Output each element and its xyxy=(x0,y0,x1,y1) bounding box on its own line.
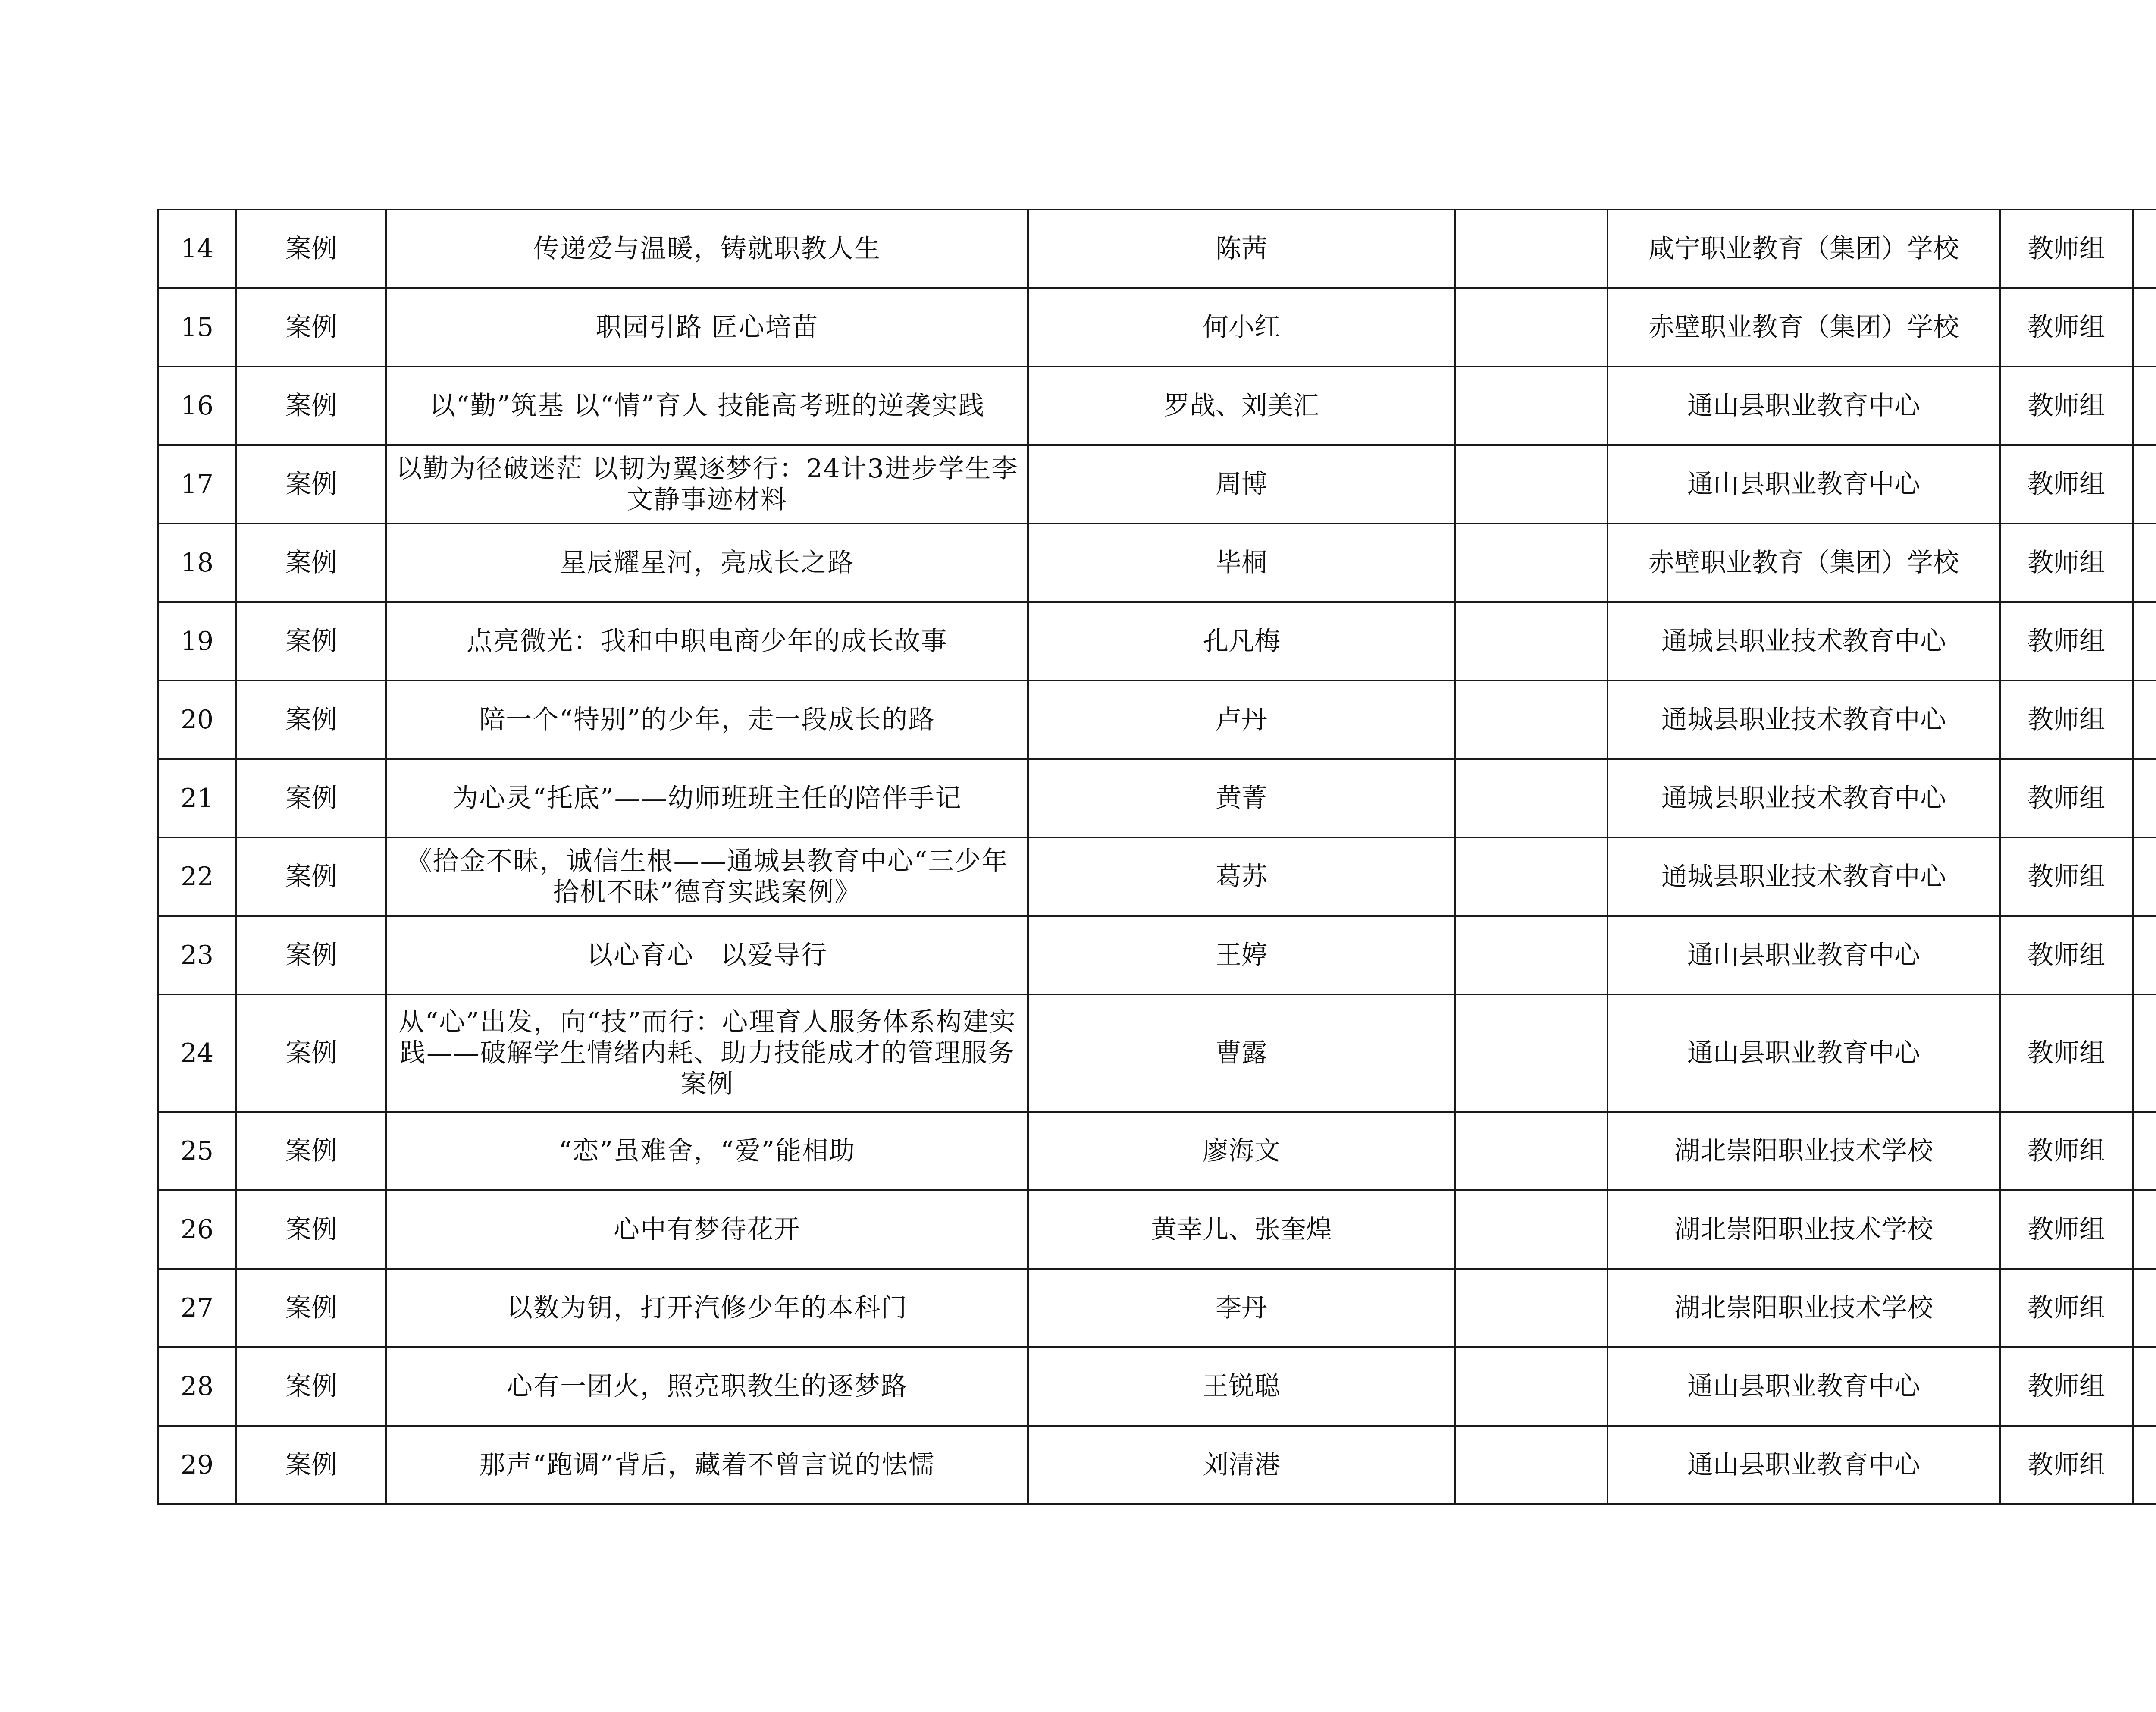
cell-unit: 湖北崇阳职业技术学校 xyxy=(1608,1112,2000,1190)
cell-unit: 咸宁职业教育（集团）学校 xyxy=(1608,210,2000,288)
cell-group: 教师组 xyxy=(2000,1426,2133,1504)
cell-number: 16 xyxy=(158,367,236,445)
cell-unit: 通城县职业技术教育中心 xyxy=(1608,759,2000,837)
cell-unit: 通山县职业教育中心 xyxy=(1608,1426,2000,1504)
cell-award xyxy=(2133,680,2156,759)
cell-type: 案例 xyxy=(236,1347,386,1426)
cell-authors: 卢丹 xyxy=(1028,680,1455,759)
cell-award xyxy=(2133,1112,2156,1190)
cell-number: 25 xyxy=(158,1112,236,1190)
cell-award xyxy=(2133,1347,2156,1426)
cell-blank xyxy=(1455,524,1608,602)
cell-type: 案例 xyxy=(236,916,386,994)
table-row xyxy=(158,680,2156,759)
cell-group: 教师组 xyxy=(2000,1269,2133,1347)
cell-award xyxy=(2133,759,2156,837)
cell-blank xyxy=(1455,602,1608,680)
cell-type: 案例 xyxy=(236,210,386,288)
table-row xyxy=(158,524,2156,602)
table-row xyxy=(158,445,2156,524)
table-row xyxy=(158,1269,2156,1347)
cell-group: 教师组 xyxy=(2000,1190,2133,1269)
cell-authors: 李丹 xyxy=(1028,1269,1455,1347)
cell-unit: 通城县职业技术教育中心 xyxy=(1608,680,2000,759)
cell-type: 案例 xyxy=(236,680,386,759)
cell-title: 职园引路 匠心培苗 xyxy=(386,288,1028,367)
cell-award xyxy=(2133,288,2156,367)
cell-type: 案例 xyxy=(236,524,386,602)
cell-award xyxy=(2133,1426,2156,1504)
cell-title: 点亮微光：我和中职电商少年的成长故事 xyxy=(386,602,1028,680)
cell-unit: 通城县职业技术教育中心 xyxy=(1608,602,2000,680)
cell-number: 26 xyxy=(158,1190,236,1269)
cell-blank xyxy=(1455,1426,1608,1504)
cell-type: 案例 xyxy=(236,288,386,367)
cell-blank xyxy=(1455,759,1608,837)
table-row xyxy=(158,994,2156,1112)
cell-type: 案例 xyxy=(236,759,386,837)
table-row xyxy=(158,288,2156,367)
table-row xyxy=(158,1190,2156,1269)
cell-number: 14 xyxy=(158,210,236,288)
cell-unit: 湖北崇阳职业技术学校 xyxy=(1608,1269,2000,1347)
cell-unit: 通城县职业技术教育中心 xyxy=(1608,837,2000,916)
table-row xyxy=(158,916,2156,994)
cell-type: 案例 xyxy=(236,837,386,916)
cell-number: 20 xyxy=(158,680,236,759)
cell-group: 教师组 xyxy=(2000,837,2133,916)
cell-title: 那声“跑调”背后，藏着不曾言说的怯懦 xyxy=(386,1426,1028,1504)
table-row xyxy=(158,602,2156,680)
cell-group: 教师组 xyxy=(2000,759,2133,837)
cell-award xyxy=(2133,1190,2156,1269)
cell-group: 教师组 xyxy=(2000,210,2133,288)
award-table-body xyxy=(158,210,2156,1504)
cell-authors: 黄菁 xyxy=(1028,759,1455,837)
cell-title: 以勤为径破迷茫 以韧为翼逐梦行：24计3进步学生李文静事迹材料 xyxy=(386,445,1028,524)
table-row xyxy=(158,1426,2156,1504)
cell-title: “恋”虽难舍，“爱”能相助 xyxy=(386,1112,1028,1190)
cell-number: 18 xyxy=(158,524,236,602)
cell-number: 29 xyxy=(158,1426,236,1504)
cell-authors: 曹露 xyxy=(1028,994,1455,1112)
cell-authors: 何小红 xyxy=(1028,288,1455,367)
cell-title: 陪一个“特别”的少年，走一段成长的路 xyxy=(386,680,1028,759)
cell-type: 案例 xyxy=(236,367,386,445)
cell-blank xyxy=(1455,916,1608,994)
cell-authors: 毕桐 xyxy=(1028,524,1455,602)
cell-unit: 赤壁职业教育（集团）学校 xyxy=(1608,288,2000,367)
cell-award xyxy=(2133,445,2156,524)
cell-number: 15 xyxy=(158,288,236,367)
award-table xyxy=(157,209,2156,1505)
cell-group: 教师组 xyxy=(2000,680,2133,759)
cell-award xyxy=(2133,916,2156,994)
cell-title: 传递爱与温暖，铸就职教人生 xyxy=(386,210,1028,288)
cell-unit: 通山县职业教育中心 xyxy=(1608,367,2000,445)
cell-authors: 廖海文 xyxy=(1028,1112,1455,1190)
cell-title: 以数为钥，打开汽修少年的本科门 xyxy=(386,1269,1028,1347)
cell-type: 案例 xyxy=(236,445,386,524)
cell-blank xyxy=(1455,1190,1608,1269)
cell-authors: 黄幸儿、张奎煌 xyxy=(1028,1190,1455,1269)
cell-blank xyxy=(1455,1112,1608,1190)
cell-unit: 通山县职业教育中心 xyxy=(1608,916,2000,994)
cell-group: 教师组 xyxy=(2000,602,2133,680)
cell-blank xyxy=(1455,445,1608,524)
cell-type: 案例 xyxy=(236,994,386,1112)
cell-group: 教师组 xyxy=(2000,916,2133,994)
cell-number: 17 xyxy=(158,445,236,524)
table-row xyxy=(158,837,2156,916)
cell-blank xyxy=(1455,288,1608,367)
cell-title: 以心育心 以爱导行 xyxy=(386,916,1028,994)
cell-number: 28 xyxy=(158,1347,236,1426)
cell-blank xyxy=(1455,680,1608,759)
cell-award xyxy=(2133,602,2156,680)
cell-authors: 葛苏 xyxy=(1028,837,1455,916)
cell-title: 为心灵“托底”——幼师班班主任的陪伴手记 xyxy=(386,759,1028,837)
cell-group: 教师组 xyxy=(2000,288,2133,367)
cell-type: 案例 xyxy=(236,1112,386,1190)
cell-group: 教师组 xyxy=(2000,445,2133,524)
table-row xyxy=(158,1112,2156,1190)
cell-award xyxy=(2133,1269,2156,1347)
cell-number: 19 xyxy=(158,602,236,680)
cell-title: 心中有梦待花开 xyxy=(386,1190,1028,1269)
table-row xyxy=(158,210,2156,288)
cell-type: 案例 xyxy=(236,1426,386,1504)
cell-unit: 通山县职业教育中心 xyxy=(1608,994,2000,1112)
cell-blank xyxy=(1455,367,1608,445)
cell-type: 案例 xyxy=(236,1190,386,1269)
cell-number: 24 xyxy=(158,994,236,1112)
cell-title: 从“心”出发，向“技”而行：心理育人服务体系构建实践——破解学生情绪内耗、助力技能成才的管理服务案例 xyxy=(386,994,1028,1112)
cell-authors: 王婷 xyxy=(1028,916,1455,994)
cell-award xyxy=(2133,837,2156,916)
cell-unit: 湖北崇阳职业技术学校 xyxy=(1608,1190,2000,1269)
cell-group: 教师组 xyxy=(2000,367,2133,445)
cell-unit: 通山县职业教育中心 xyxy=(1608,1347,2000,1426)
cell-group: 教师组 xyxy=(2000,1112,2133,1190)
cell-number: 22 xyxy=(158,837,236,916)
cell-title: 星辰耀星河，亮成长之路 xyxy=(386,524,1028,602)
cell-group: 教师组 xyxy=(2000,524,2133,602)
cell-authors: 刘清港 xyxy=(1028,1426,1455,1504)
cell-number: 23 xyxy=(158,916,236,994)
cell-authors: 陈茜 xyxy=(1028,210,1455,288)
cell-unit: 赤壁职业教育（集团）学校 xyxy=(1608,524,2000,602)
cell-award xyxy=(2133,210,2156,288)
cell-authors: 周博 xyxy=(1028,445,1455,524)
cell-title: 《拾金不昧，诚信生根——通城县教育中心“三少年拾机不昧”德育实践案例》 xyxy=(386,837,1028,916)
cell-blank xyxy=(1455,994,1608,1112)
cell-award xyxy=(2133,367,2156,445)
cell-number: 27 xyxy=(158,1269,236,1347)
cell-blank xyxy=(1455,1269,1608,1347)
cell-award xyxy=(2133,994,2156,1112)
cell-number: 21 xyxy=(158,759,236,837)
cell-authors: 王锐聪 xyxy=(1028,1347,1455,1426)
cell-blank xyxy=(1455,210,1608,288)
cell-type: 案例 xyxy=(236,1269,386,1347)
cell-authors: 罗战、刘美汇 xyxy=(1028,367,1455,445)
cell-blank xyxy=(1455,837,1608,916)
table-row xyxy=(158,759,2156,837)
cell-title: 心有一团火，照亮职教生的逐梦路 xyxy=(386,1347,1028,1426)
table-row xyxy=(158,367,2156,445)
cell-blank xyxy=(1455,1347,1608,1426)
cell-group: 教师组 xyxy=(2000,1347,2133,1426)
cell-authors: 孔凡梅 xyxy=(1028,602,1455,680)
cell-group: 教师组 xyxy=(2000,994,2133,1112)
cell-award xyxy=(2133,524,2156,602)
cell-type: 案例 xyxy=(236,602,386,680)
cell-title: 以“勤”筑基 以“情”育人 技能高考班的逆袭实践 xyxy=(386,367,1028,445)
cell-unit: 通山县职业教育中心 xyxy=(1608,445,2000,524)
table-row xyxy=(158,1347,2156,1426)
